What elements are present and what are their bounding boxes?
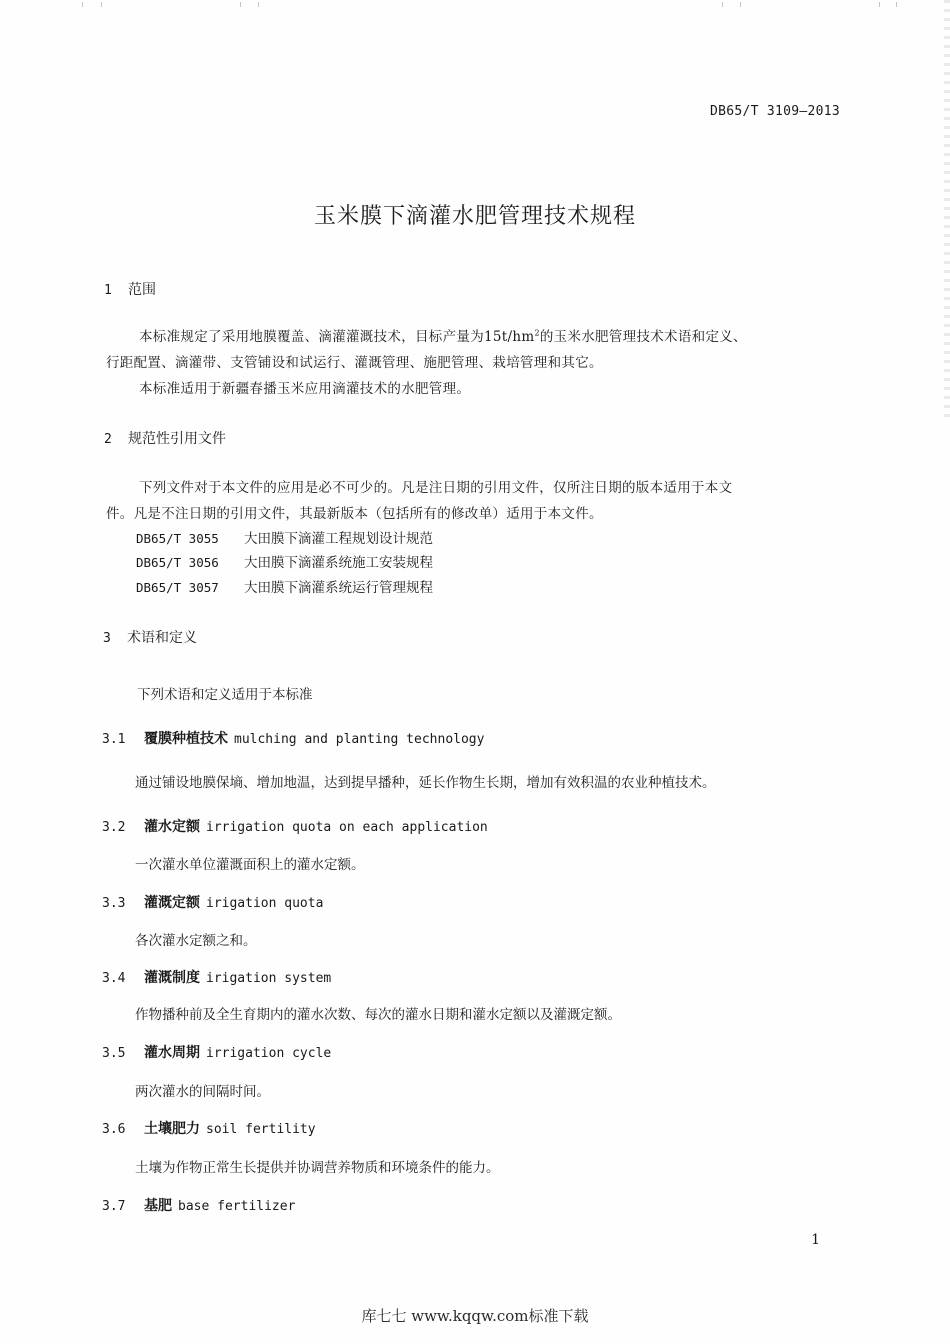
term-3-1 bbox=[102, 728, 484, 748]
section-heading-1 bbox=[104, 279, 156, 299]
term-en: irigation quota bbox=[206, 896, 324, 911]
term-definition: 作物播种前及全生育期内的灌水次数、每次的灌水日期和灌水定额以及灌溉定额。 bbox=[135, 1007, 621, 1023]
term-number: 3.7 bbox=[102, 1199, 126, 1214]
term-en: mulching and planting technology bbox=[234, 732, 485, 747]
term-zh: 灌溉制度 bbox=[144, 970, 200, 986]
term-3-3 bbox=[102, 892, 323, 912]
term-3-7 bbox=[102, 1195, 295, 1215]
term-number: 3.6 bbox=[102, 1122, 126, 1137]
term-zh: 灌水周期 bbox=[144, 1045, 200, 1061]
section-heading-2 bbox=[104, 428, 226, 448]
term-3-2 bbox=[102, 816, 488, 836]
page-number: 1 bbox=[811, 1232, 820, 1248]
reference-item bbox=[136, 576, 433, 596]
term-definition: 通过铺设地膜保墒、增加地温，达到提早播种，延长作物生长期，增加有效积温的农业种植技术。 bbox=[135, 775, 716, 791]
term-definition: 一次灌水单位灌溉面积上的灌水定额。 bbox=[135, 857, 365, 873]
reference-title: 大田膜下滴灌工程规划设计规范 bbox=[244, 531, 433, 547]
term-3-4 bbox=[102, 967, 331, 987]
text: 的玉米水肥管理技术术语和定义、 bbox=[539, 329, 747, 345]
document-title: 玉米膜下滴灌水肥管理技术规程 bbox=[313, 204, 636, 229]
section-number: 1 bbox=[104, 283, 112, 298]
scope-paragraph-2: 本标准适用于新疆春播玉米应用滴灌技术的水肥管理。 bbox=[139, 381, 471, 397]
term-zh: 土壤肥力 bbox=[144, 1121, 200, 1137]
section-number: 3 bbox=[103, 631, 111, 646]
term-number: 3.3 bbox=[102, 896, 126, 911]
section-title: 术语和定义 bbox=[127, 630, 197, 646]
reference-item bbox=[136, 551, 433, 571]
term-en: irigation system bbox=[206, 971, 332, 986]
term-3-5 bbox=[102, 1042, 331, 1062]
section-title: 范围 bbox=[128, 282, 156, 298]
reference-title: 大田膜下滴灌系统运行管理规程 bbox=[244, 580, 433, 596]
term-zh: 灌水定额 bbox=[144, 819, 200, 835]
reference-item bbox=[136, 527, 433, 547]
term-zh: 覆膜种植技术 bbox=[144, 731, 228, 747]
section-title: 规范性引用文件 bbox=[128, 431, 226, 447]
term-number: 3.4 bbox=[102, 971, 126, 986]
term-3-6 bbox=[102, 1118, 316, 1138]
term-en: base fertilizer bbox=[178, 1199, 296, 1214]
section-number: 2 bbox=[104, 432, 112, 447]
reference-code: DB65/T 3057 bbox=[136, 580, 219, 595]
term-en: soil fertility bbox=[206, 1122, 316, 1137]
scan-artifacts-top bbox=[0, 0, 950, 8]
term-number: 3.5 bbox=[102, 1046, 126, 1061]
term-definition: 各次灌水定额之和。 bbox=[135, 933, 257, 949]
text: 本标准规定了采用地膜覆盖、滴灌灌溉技术，目标产量为15t/hm bbox=[139, 329, 535, 345]
references-paragraph-line-2: 件。凡是不注日期的引用文件，其最新版本（包括所有的修改单）适用于本文件。 bbox=[106, 506, 603, 522]
term-en: irrigation quota on each application bbox=[206, 820, 488, 835]
scope-paragraph-line-2: 行距配置、滴灌带、支管铺设和试运行、灌溉管理、施肥管理、栽培管理和其它。 bbox=[106, 355, 603, 371]
term-zh: 基肥 bbox=[144, 1198, 172, 1214]
reference-code: DB65/T 3055 bbox=[136, 531, 219, 546]
term-definition: 两次灌水的间隔时间。 bbox=[135, 1084, 270, 1100]
term-zh: 灌溉定额 bbox=[144, 895, 200, 911]
term-en: irrigation cycle bbox=[206, 1046, 332, 1061]
footer-watermark: 库七七 www.kqqw.com标准下载 bbox=[361, 1307, 589, 1325]
standard-code: DB65/T 3109—2013 bbox=[709, 104, 840, 119]
references-paragraph-line-1: 下列文件对于本文件的应用是必不可少的。凡是注日期的引用文件，仅所注日期的版本适用于本文 bbox=[139, 480, 733, 496]
reference-title: 大田膜下滴灌系统施工安装规程 bbox=[244, 555, 433, 571]
superscript: 2 bbox=[534, 328, 540, 338]
section-heading-3 bbox=[103, 627, 197, 647]
term-number: 3.1 bbox=[102, 732, 126, 747]
scope-paragraph-line-1 bbox=[139, 325, 747, 345]
terms-intro: 下列术语和定义适用于本标准 bbox=[137, 687, 313, 703]
term-number: 3.2 bbox=[102, 820, 126, 835]
term-definition: 土壤为作物正常生长提供并协调营养物质和环境条件的能力。 bbox=[135, 1160, 500, 1176]
reference-code: DB65/T 3056 bbox=[136, 555, 219, 570]
